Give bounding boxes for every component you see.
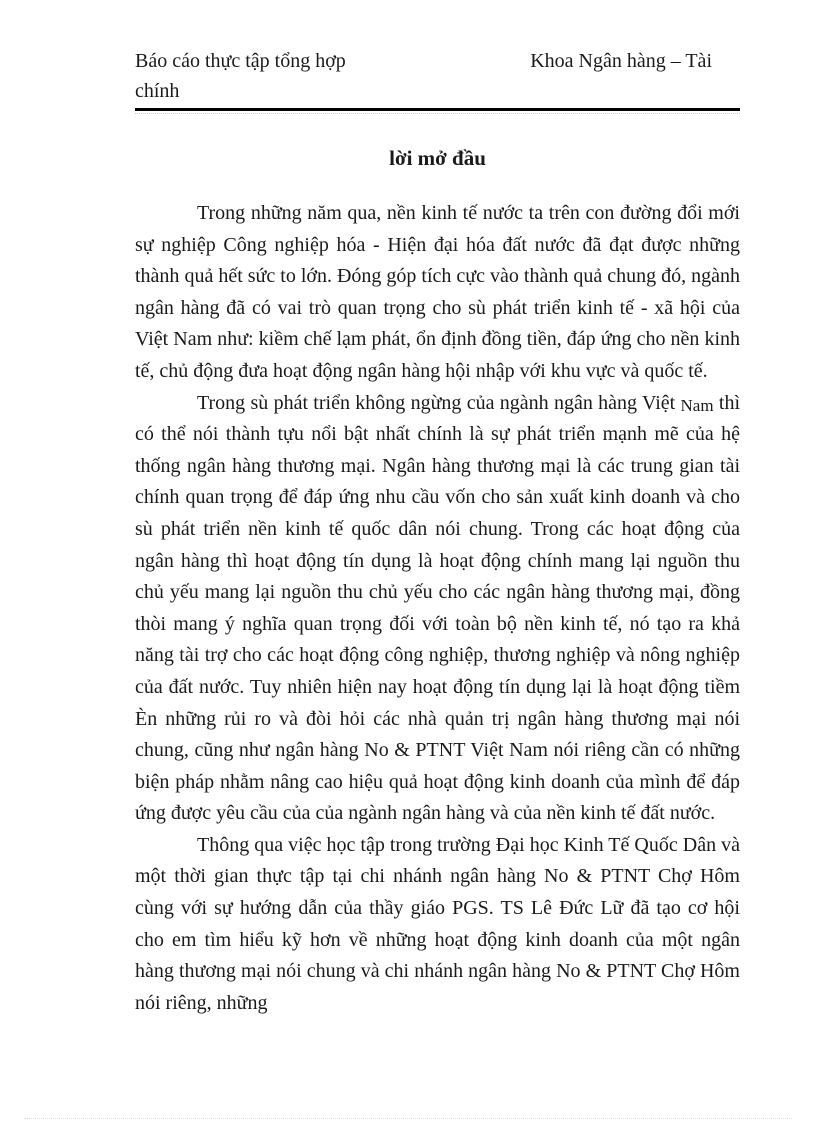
document-title: lời mở đầu [389, 146, 486, 170]
page-header [135, 46, 740, 106]
paragraph-2 [135, 388, 740, 830]
paragraph-3: Thông qua việc học tập trong trường Đại học Kinh Tế Quốc Dân và một thời gian thực tập tại chi nhánh ngân hàng No & PTNT Chợ Hôm cùng với sự hướng dẫn của thầy giáo PGS. TS Lê Đức Lữ đã tạo cơ hội cho em tìm hiểu kỹ hơn về những hoạt động kinh doanh của một ngân hàng thương mại nói chung và chi nhánh ngân hàng No & PTNT Chợ Hôm nói riêng, những [135, 833, 740, 1014]
document-body [135, 198, 740, 1019]
header-left [135, 46, 346, 106]
header-rule [135, 108, 740, 111]
header-right: Khoa Ngân hàng – Tài [530, 50, 712, 72]
header-rule-dotted-line [135, 113, 740, 114]
nam-small-text: Nam [680, 395, 714, 415]
paragraph-1: Trong những năm qua, nền kinh tế nước ta trên con đường đổi mới sự nghiệp Công nghiệp hóa - Hiện đại hóa đất nước đã đạt được những thành quả hết sức to lớn. Đóng góp tích cực vào thành quả chung đó, ngành ngân hàng đã có vai trò quan trọng cho sù phát triển kinh tế - xã hội của Việt Nam như: kiềm chế lạm phát, ổn định đồng tiền, đáp ứng cho nền kinh tế, chủ động đưa hoạt động ngân hàng hội nhập với khu vực và quốc tế. [135, 202, 740, 382]
paragraph-2-text-before: Trong sù phát triển không ngừng của ngành ngân hàng Việt [197, 391, 681, 414]
header-left-line2: chính [135, 80, 180, 102]
paragraph-2-text-after: thì có thể nói thành tựu nổi bật nhất chính là sự phát triển mạnh mẽ của hệ thống ngân hàng thương mại. Ngân hàng thương mại là các trung gian tài chính quan trọng để đáp ứng nhu cầu vốn cho sản xuất kinh doanh và cho sù phát triển nền kinh tế quốc dân nói chung. Trong các hoạt động của ngân hàng thì hoạt động tín dụng là hoạt động chính mang lại nguồn thu chủ yếu mang lại nguồn thu chủ yếu cho các ngân hàng thương mại, đồng thòi mang ý nghĩa quan trọng đối với toàn bộ nền kinh tế, nó tạo ra khả năng tài trợ cho các hoạt động công nghiệp, thương nghiệp và nông nghiệp của đất nước. Tuy nhiên hiện nay hoạt động tín dụng lại là hoạt động tiềm Èn những rủi ro và đòi hỏi các nhà quản trị ngân hàng thương mại nói chung, cũng như ngân hàng No & PTNT Việt Nam nói riêng cần có những biện pháp nhằm nâng cao hiệu quả hoạt động kinh doanh của mình để đáp ứng được yêu cầu của của ngành ngân hàng và của nền kinh tế đất nước. [135, 391, 740, 825]
header-left-line1: Báo cáo thực tập tổng hợp [135, 50, 346, 72]
page-bottom-dotted-line [24, 1118, 792, 1119]
